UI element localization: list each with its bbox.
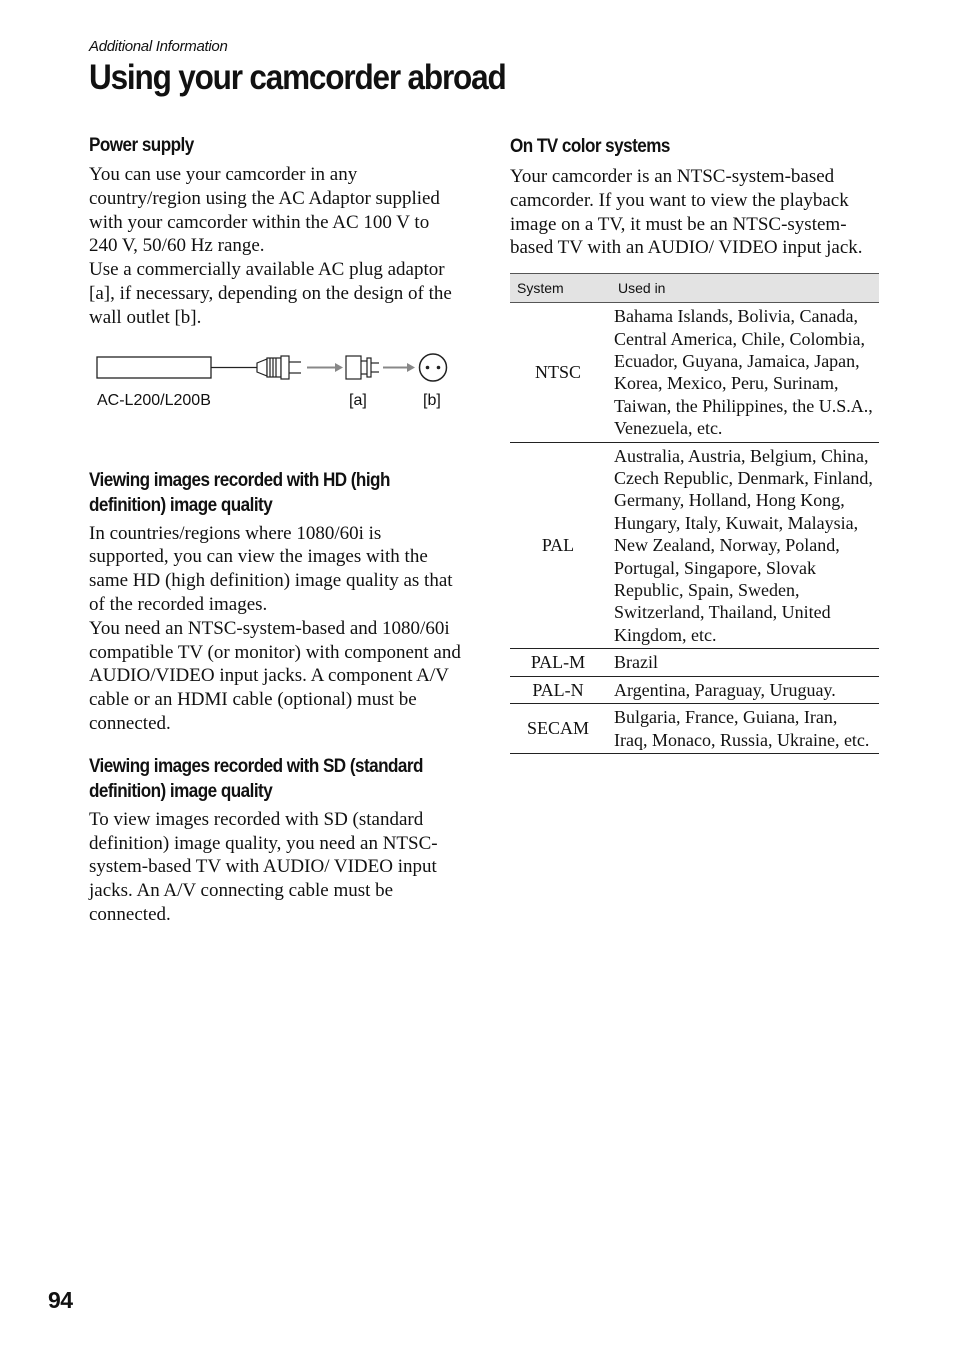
table-row xyxy=(510,649,879,676)
used-in-cell: Brazil xyxy=(606,649,879,676)
arrow-icon xyxy=(307,363,343,372)
label-a: [a] xyxy=(349,391,367,409)
table-header-row xyxy=(510,274,879,303)
power-supply-heading: Power supply xyxy=(89,135,194,156)
label-b: [b] xyxy=(423,391,441,409)
sd-section-heading: Viewing images recorded with SD (standard definition) image quality xyxy=(89,755,423,802)
table-row xyxy=(510,303,879,442)
plug-icon xyxy=(257,356,301,379)
system-cell: PAL-M xyxy=(510,649,606,676)
table-row xyxy=(510,676,879,703)
used-in-cell: Australia, Austria, Belgium, China, Czech Republic, Denmark, Finland, Germany, Holland, Hong Kong, Hungary, Italy, Kuwait, Malaysia, New Zealand, Norway, Poland, Portugal, Singapore, Slovak Republic, Spain, Sweden, Switzerland, Thailand, United Kingdom, etc. xyxy=(606,442,879,649)
plug-adaptor-diagram xyxy=(89,352,461,432)
system-cell: PAL xyxy=(510,442,606,649)
tv-color-systems-paragraph: Your camcorder is an NTSC-system-based camcorder. If you want to view the playback image on a TV, it must be an NTSC-system-based TV with an AUDIO/ VIDEO input jack. xyxy=(510,166,863,259)
hd-paragraph-2: You need an NTSC-system-based and 1080/60i compatible TV (or monitor) with component and AUDIO/VIDEO input jacks. A component A/V cable or an HDMI cable (optional) must be connected. xyxy=(89,617,461,734)
power-supply-paragraph-1: You can use your camcorder in any country/region using the AC Adaptor supplied with your camcorder within the AC 100 V to 240 V, 50/60 Hz range. xyxy=(89,164,440,257)
table-row xyxy=(510,704,879,754)
arrow-icon xyxy=(383,363,415,372)
hd-paragraph-1: In countries/regions where 1080/60i is supported, you can view the images with the same HD (high definition) image quality as that of the recorded images. xyxy=(89,522,453,615)
tv-systems-table xyxy=(510,273,879,754)
section-label: Additional Information xyxy=(89,38,228,55)
sd-paragraph: To view images recorded with SD (standard definition) image quality, you need an NTSC-system-based TV with AUDIO/ VIDEO input jacks. An A/V connecting cable must be connected. xyxy=(89,808,438,925)
system-cell: PAL-N xyxy=(510,676,606,703)
table-row xyxy=(510,442,879,649)
system-cell: SECAM xyxy=(510,704,606,754)
page-number: 94 xyxy=(48,1287,73,1313)
adaptor-model-label: AC-L200/L200B xyxy=(97,391,211,409)
ac-adaptor-box xyxy=(97,357,211,378)
used-in-cell: Argentina, Paraguay, Uruguay. xyxy=(606,676,879,703)
used-in-cell: Bahama Islands, Bolivia, Canada, Central America, Chile, Colombia, Ecuador, Guyana, Jamaica, Japan, Korea, Mexico, Peru, Surinam, Taiwan, the Philippines, the U.S.A., Venezuela, etc. xyxy=(606,303,879,442)
plug-adaptor-icon xyxy=(346,356,379,379)
system-cell: NTSC xyxy=(510,303,606,442)
used-in-cell: Bulgaria, France, Guiana, Iran, Iraq, Monaco, Russia, Ukraine, etc. xyxy=(606,704,879,754)
column-header-used-in: Used in xyxy=(606,274,879,303)
column-header-system: System xyxy=(510,274,606,303)
left-column xyxy=(89,133,461,927)
plug-adaptor-illustration xyxy=(89,352,461,392)
page-title: Using your camcorder abroad xyxy=(89,58,506,97)
power-supply-paragraph-2: Use a commercially available AC plug adaptor [a], if necessary, depending on the design of the wall outlet [b]. xyxy=(89,259,452,328)
wall-outlet-icon xyxy=(420,354,447,381)
tv-color-systems-heading: On TV color systems xyxy=(510,136,670,157)
right-column xyxy=(510,134,880,754)
hd-section-heading: Viewing images recorded with HD (high definition) image quality xyxy=(89,469,390,516)
